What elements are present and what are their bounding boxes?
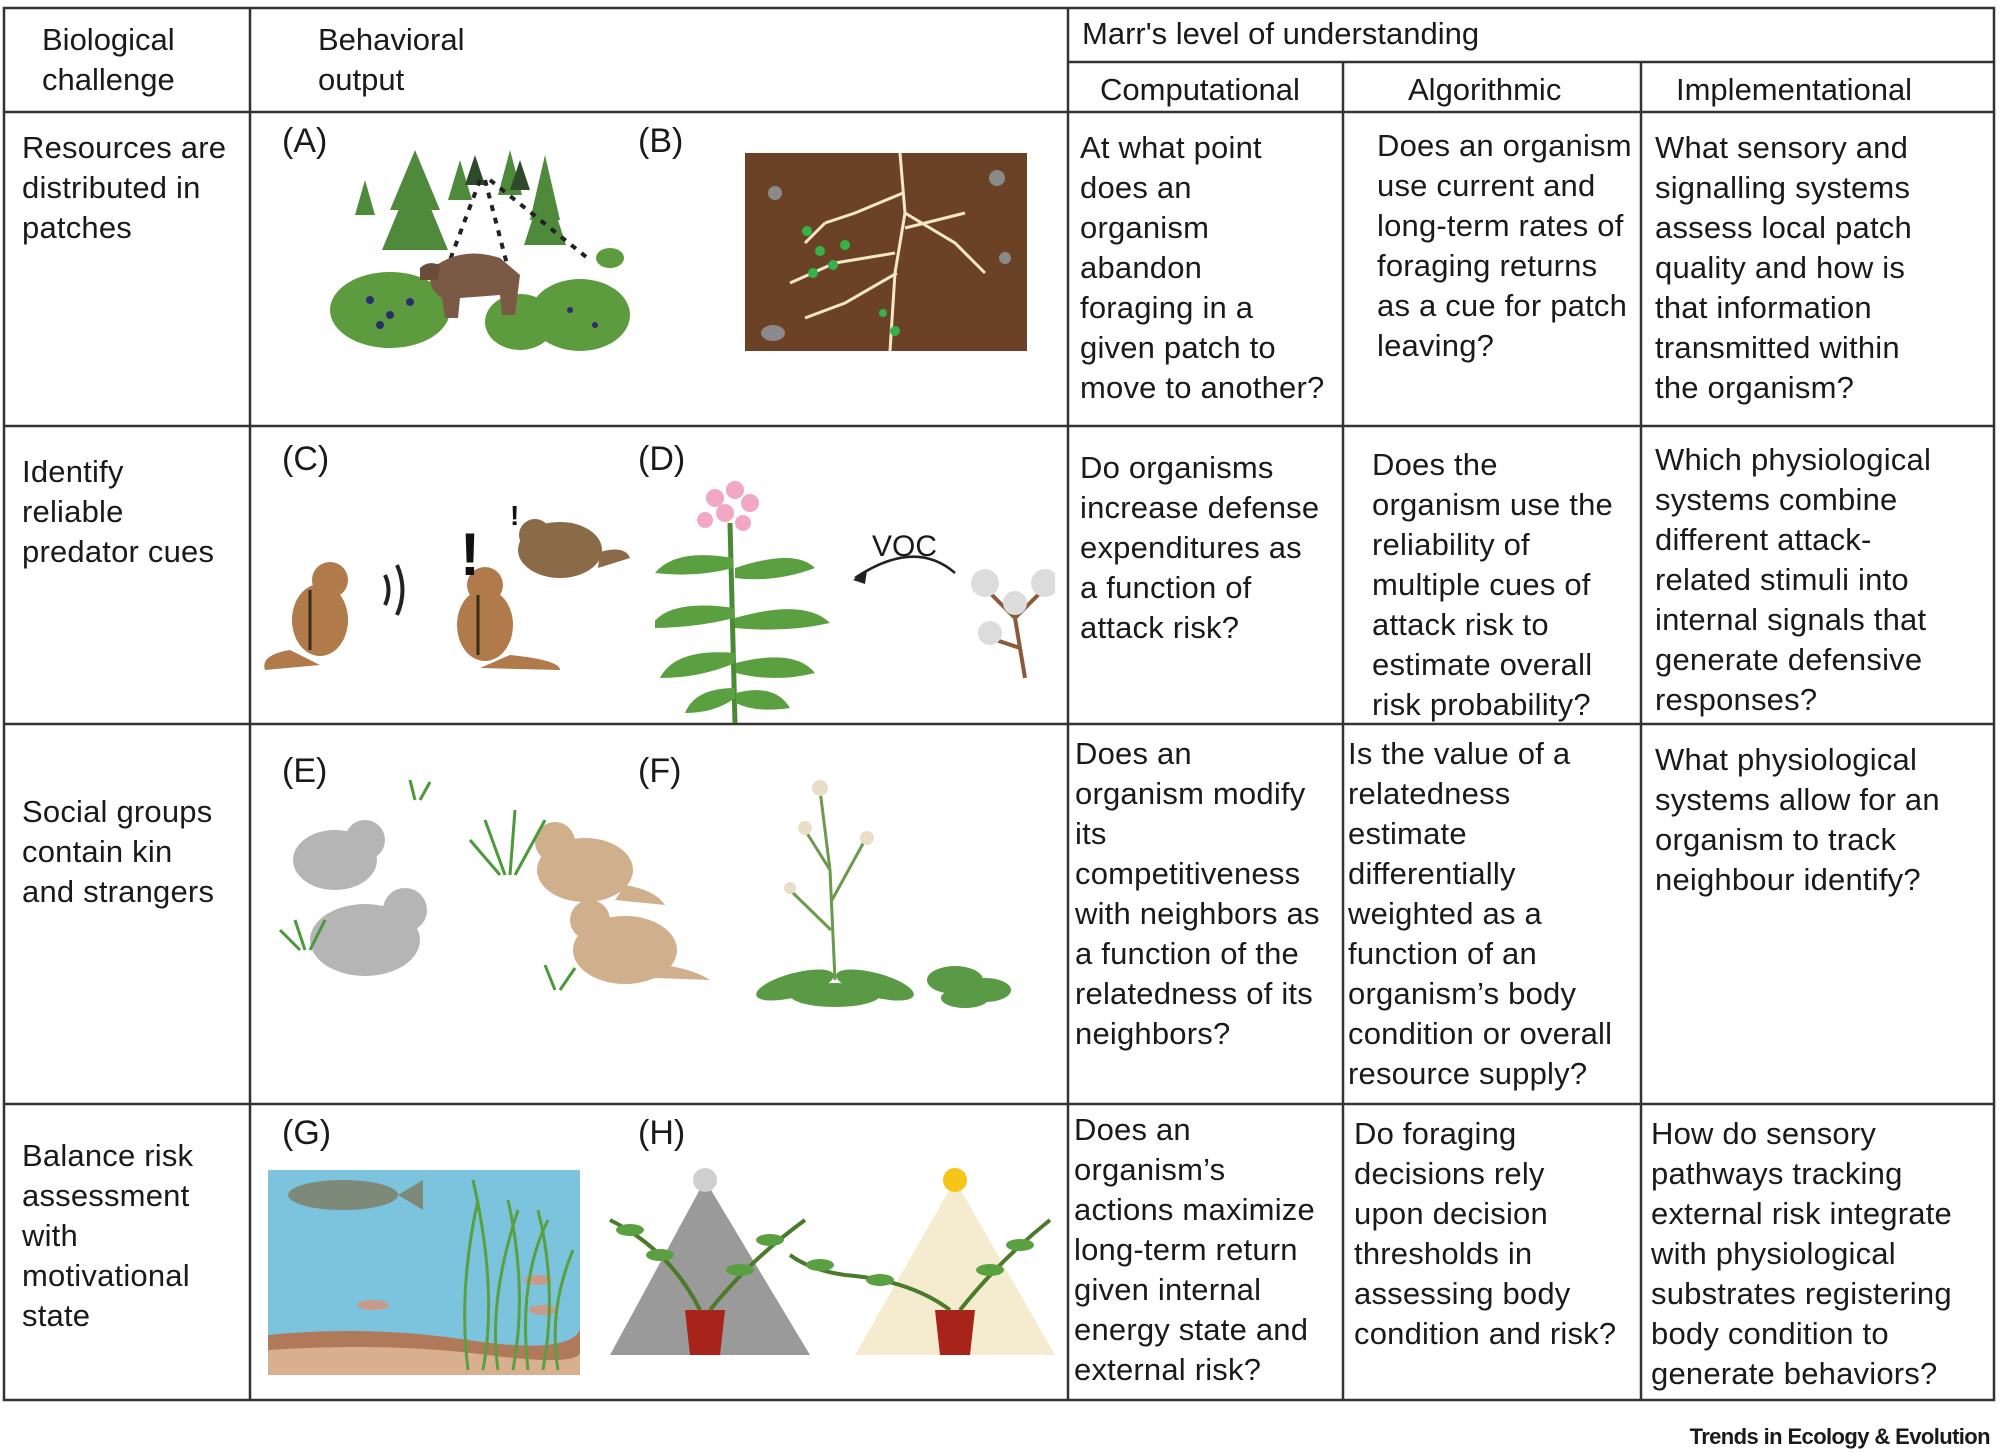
row-4-challenge: Balance risk assessment with motivational state: [22, 1138, 194, 1333]
panel-label-c: (C): [282, 440, 330, 478]
arabidopsis-illustration: [735, 770, 1035, 1030]
row-3-implementational: What physiological systems allow for an organism to track neighbour identify?: [1655, 742, 1940, 897]
panel-label-d: (D): [638, 440, 686, 478]
svg-text:!: !: [510, 500, 520, 531]
panel-label-f: (F): [638, 752, 682, 790]
row-1-implementational: What sensory and signalling systems assess local patch quality and how is that information transmitted within the organism?: [1655, 130, 1912, 405]
row-4-algorithmic: Do foraging decisions rely upon decision thresholds in assessing body condition and risk?: [1354, 1116, 1617, 1351]
roots-in-soil-illustration: [745, 153, 1027, 351]
header-marr-level: Marr's level of understanding: [1082, 16, 1480, 51]
row-4-implementational: How do sensory pathways tracking external risk integrate with physiological substrates registering body condition to generate behaviors?: [1651, 1116, 1952, 1391]
row-2-algorithmic: Does the organism use the reliability of multiple cues of attack risk to estimate overall risk probability?: [1372, 447, 1613, 722]
header-algorithmic: Algorithmic: [1408, 72, 1562, 107]
row-1-algorithmic: Does an organism use current and long-term rates of foraging returns as a cue for patch leaving?: [1377, 128, 1632, 363]
svg-text:!: !: [460, 521, 480, 588]
panel-label-a: (A): [282, 122, 328, 160]
row-1-computational: At what point does an organism abandon foraging in a given patch to move to another?: [1080, 130, 1325, 405]
row-1-challenge: Resources are distributed in patches: [22, 130, 227, 245]
panel-label-e: (E): [282, 752, 328, 790]
plant-voc-illustration: [655, 478, 1055, 728]
voc-label: VOC: [872, 530, 938, 563]
panel-label-g: (G): [282, 1114, 332, 1152]
row-2-challenge: Identify reliable predator cues: [22, 454, 215, 569]
header-implementational: Implementational: [1676, 72, 1913, 107]
header-biological-challenge: Biological challenge: [42, 22, 175, 97]
ground-squirrels-illustration: [255, 780, 715, 1010]
journal-credit: Trends in Ecology & Evolution: [1689, 1424, 1990, 1449]
row-4-computational: Does an organism’s actions maximize long-term return given internal energy state and external risk?: [1074, 1112, 1315, 1387]
row-2-implementational: Which physiological systems combine different attack- related stimuli into internal signals that generate defensive responses?: [1655, 442, 1932, 717]
panel-label-b: (B): [638, 122, 684, 160]
row-3-challenge: Social groups contain kin and strangers: [22, 794, 215, 909]
row-3-computational: Does an organism modify its competitiveness with neighbors as a function of the relatedness of its neighbors?: [1075, 736, 1320, 1051]
row-3-algorithmic: Is the value of a relatedness estimate differentially weighted as a function of an organism’s body condition or overall resource supply?: [1348, 736, 1613, 1091]
bear-foraging-illustration: [310, 140, 630, 370]
chipmunks-illustration: [260, 480, 680, 680]
row-2-computational: Do organisms increase defense expenditures as a function of attack risk?: [1080, 450, 1320, 645]
fish-underwater-illustration: [268, 1170, 580, 1375]
plants-under-lamps-illustration: [590, 1160, 1060, 1380]
panel-label-h: (H): [638, 1114, 686, 1152]
header-computational: Computational: [1100, 72, 1300, 107]
header-behavioral-output: Behavioral output: [318, 22, 465, 97]
